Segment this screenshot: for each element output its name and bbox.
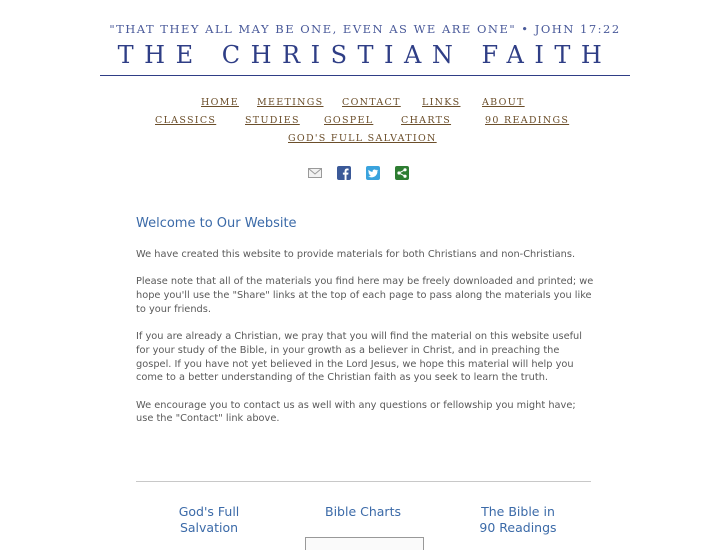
feature-title-line1: Bible Charts [325,504,401,519]
email-icon[interactable] [308,166,322,180]
nav-contact[interactable]: CONTACT [342,97,401,108]
feature-title-line1: God's Full [178,504,240,519]
site-tagline: "THAT THEY ALL MAY BE ONE, EVEN AS WE ARE ONE" • JOHN 17:22 [109,22,621,36]
site-header [100,20,630,76]
nav-charts[interactable]: CHARTS [401,115,452,126]
nav-gods-full-salvation[interactable]: GOD'S FULL SALVATION [288,133,437,144]
feature-title-line2: Salvation [179,520,239,535]
contact-paragraph: We encourage you to contact us as well with any questions or fellowship you might have; use the "Contact" link above. [136,399,576,425]
feature-bible-charts[interactable] [293,504,433,520]
site-title[interactable]: THE CHRISTIAN FAITH [100,39,630,76]
feature-title-line1: The Bible in [481,504,555,519]
welcome-content [136,248,596,440]
download-paragraph: Please note that all of the materials you find here may be freely downloaded and printed; we hope you'll use the "Share" links at the top of each page to pass along the materials you like to your friends. [136,276,594,315]
bible-chart-thumbnail[interactable] [305,537,424,550]
twitter-icon[interactable] [366,166,380,180]
nav-classics[interactable]: CLASSICS [155,115,217,126]
welcome-heading: Welcome to Our Website [136,216,297,231]
feature-gods-full-salvation[interactable] [139,504,279,536]
intro-paragraph: We have created this website to provide materials for both Christians and non-Christians. [136,249,576,260]
nav-studies[interactable]: STUDIES [245,115,300,126]
facebook-icon[interactable] [337,166,351,180]
content-divider [136,481,591,482]
nav-meetings[interactable]: MEETINGS [257,97,324,108]
nav-about[interactable]: ABOUT [482,97,525,108]
share-icon[interactable] [395,166,409,180]
christian-paragraph: If you are already a Christian, we pray that you will find the material on this website useful for your study of the Bible, in your growth as a believer in Christ, and in preaching the gospel. If you have not yet believed in the Lord Jesus, we hope this material will help you come to a better understanding of the Christian faith as you seek to learn the truth. [136,331,582,384]
nav-home[interactable]: HOME [201,97,239,108]
feature-bible-90-readings[interactable] [448,504,588,536]
nav-gospel[interactable]: GOSPEL [324,115,374,126]
nav-links[interactable]: LINKS [422,97,461,108]
feature-title-line2: 90 Readings [479,520,557,535]
nav-90-readings[interactable]: 90 READINGS [485,115,570,126]
